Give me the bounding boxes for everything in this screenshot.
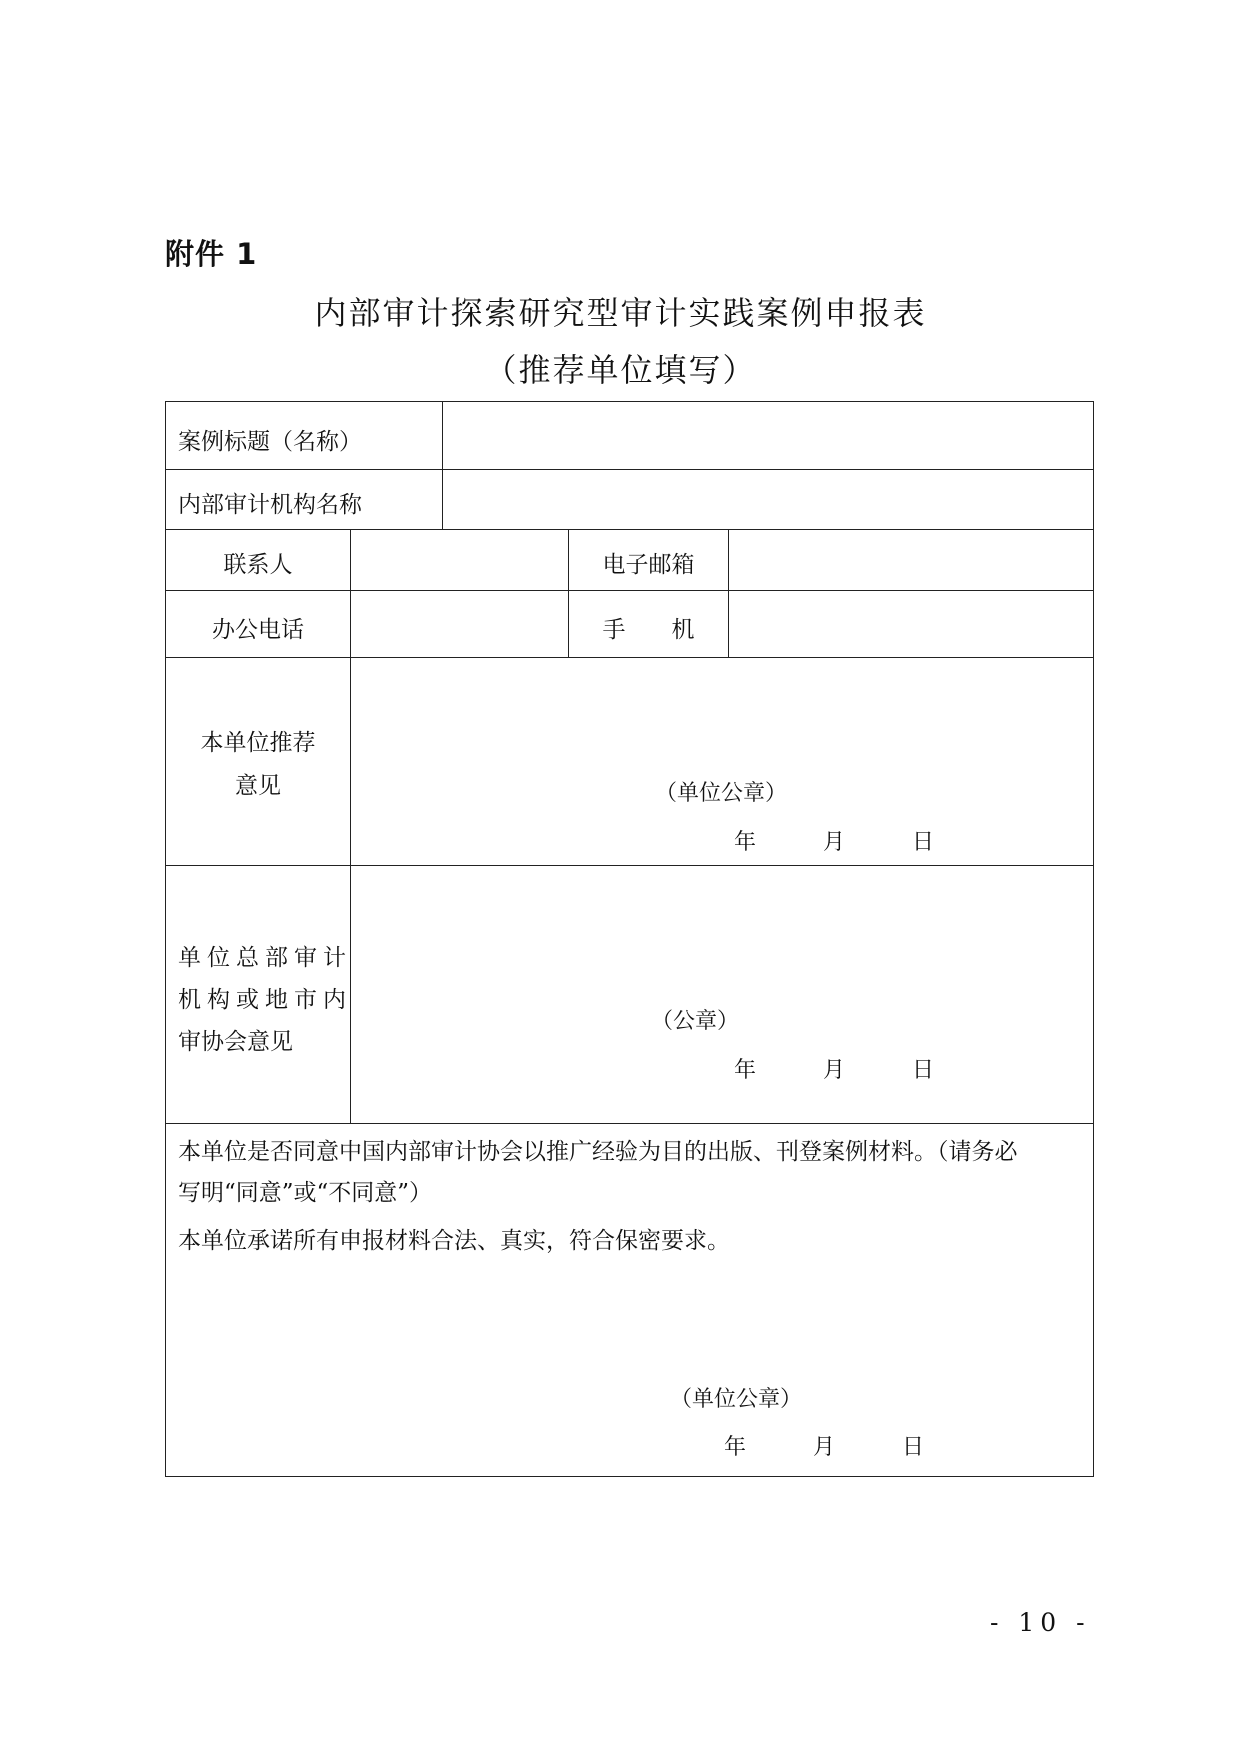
org-name-field[interactable] [442,469,1094,530]
recommend-label-line2: 意见 [235,773,281,799]
commitment-text: 本单位承诺所有申报材料合法、真实，符合保密要求。 [178,1228,730,1254]
consent-line1: 本单位是否同意中国内部审计协会以推广经验为目的出版、刊登案例材料。（请务必 [178,1139,1018,1165]
application-form-table [165,401,1094,1477]
page-number: - 10 - [990,1608,1091,1637]
attachment-label: 附件 1 [165,237,258,271]
hq-date-text: 年 月 日 [734,1058,964,1083]
consent-date-text: 年 月 日 [724,1435,954,1460]
recommend-seal-text: （单位公章） [655,781,788,806]
hq-opinion-label-cell [165,865,351,1124]
contact-field[interactable] [350,529,569,591]
consent-commitment-field[interactable] [165,1123,1094,1477]
mobile-field[interactable] [728,590,1094,658]
office-phone-field[interactable] [350,590,569,658]
form-title: 内部审计探索研究型审计实践案例申报表 [314,294,927,332]
case-title-label-cell [165,401,443,470]
contact-label: 联系人 [223,552,293,578]
consent-line2: 写明“同意”或“不同意”） [178,1180,433,1206]
office-phone-label: 办公电话 [212,617,304,643]
recommend-label-line1: 本单位推荐 [200,730,316,756]
mobile-label: 手 机 [602,617,695,643]
hq-label-line2: 机构或地市内 [178,987,352,1013]
hq-label-line3: 审协会意见 [178,1029,293,1055]
recommend-label-cell [165,657,351,866]
recommend-date-text: 年 月 日 [734,830,964,855]
consent-seal-text: （单位公章） [670,1387,803,1412]
email-label-cell [568,529,729,591]
mobile-label-cell [568,590,729,658]
hq-seal-text: （公章） [651,1009,740,1034]
email-field[interactable] [728,529,1094,591]
case-title-field[interactable] [442,401,1094,470]
form-subtitle: （推荐单位填写） [484,351,757,389]
org-name-label: 内部审计机构名称 [178,492,362,518]
case-title-label: 案例标题（名称） [178,429,362,455]
org-name-label-cell [165,469,443,530]
hq-label-line1: 单位总部审计 [178,945,352,971]
office-phone-label-cell [165,590,351,658]
recommend-opinion-field[interactable] [350,657,1094,866]
hq-opinion-field[interactable] [350,865,1094,1124]
contact-label-cell [165,529,351,591]
email-label: 电子邮箱 [602,552,695,578]
